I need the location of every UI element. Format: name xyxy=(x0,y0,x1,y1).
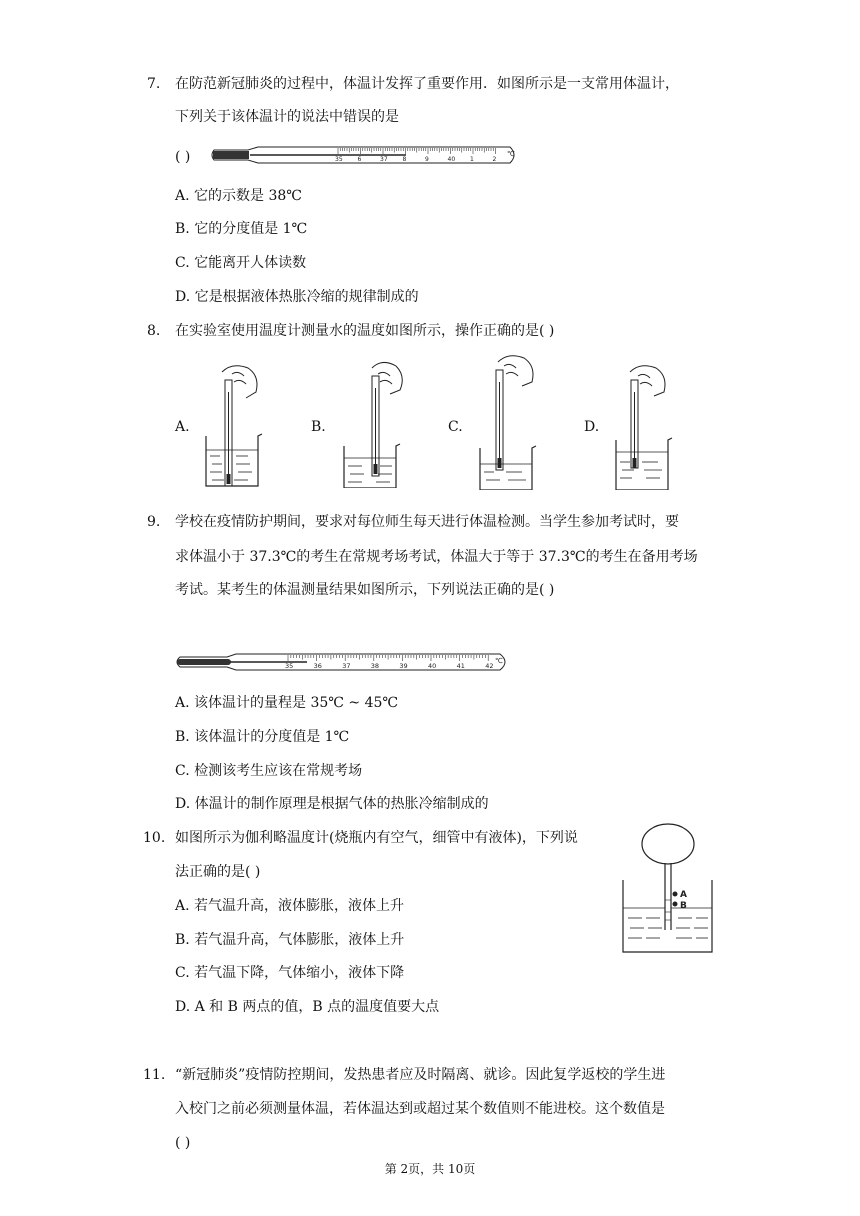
scale-label: 6 xyxy=(357,156,362,163)
question-10-option-b: B. 若气温升高，气体膨胀，液体上升 xyxy=(175,932,405,948)
question-9-option-a: A. 该体温计的量程是 35℃ ~ 45℃ xyxy=(175,695,399,711)
question-10-option-d: D. A 和 B 两点的值，B 点的温度值要大点 xyxy=(175,999,440,1015)
question-10-option-a: A. 若气温升高，液体膨胀，液体上升 xyxy=(175,898,405,914)
question-7-line-1: 在防范新冠肺炎的过程中，体温计发挥了重要作用．如图所示是一支常用体温计， xyxy=(175,76,679,92)
scale-label: 9 xyxy=(425,156,429,163)
question-9-line-1: 学校在疫情防护期间，要求对每位师生每天进行体温检测。当学生参加考试时，要 xyxy=(175,514,679,530)
question-9-line-2: 求体温小于 37.3℃的考生在常规考场考试，体温大于等于 37.3℃的考生在备用考场 xyxy=(175,549,698,565)
point-a-label: A xyxy=(680,890,687,900)
question-9-line-3: 考试。某考生的体温测量结果如图所示，下列说法正确的是( ) xyxy=(175,582,555,598)
question-7-number: 7. xyxy=(147,76,161,92)
question-10-number: 10. xyxy=(143,830,166,846)
scale-label: 8 xyxy=(402,156,407,163)
scale-label: 35 xyxy=(335,156,343,163)
scale-label: 41 xyxy=(456,662,465,670)
question-7-option-d: D. 它是根据液体热胀冷缩的规律制成的 xyxy=(175,289,419,305)
question-7-line-2: 下列关于该体温计的说法中错误的是 xyxy=(175,109,399,125)
question-7-option-a: A. 它的示数是 38℃ xyxy=(175,188,302,204)
scale-label: 40 xyxy=(447,156,456,163)
scale-label: 2 xyxy=(492,156,497,163)
question-11-line-2: 入校门之前必须测量体温，若体温达到或超过某个数值则不能进校。这个数值是 xyxy=(175,1101,665,1117)
question-10-line-2: 法正确的是( ) xyxy=(175,864,261,880)
question-9-number: 9. xyxy=(147,514,161,530)
question-10-line-1: 如图所示为伽利略温度计(烧瓶内有空气，细管中有液体)，下列说 xyxy=(175,830,578,846)
question-8-line-1: 在实验室使用温度计测量水的温度如图所示，操作正确的是( ) xyxy=(175,323,555,339)
scale-label: 42 xyxy=(485,662,494,670)
question-7-thermometer-figure xyxy=(210,143,520,167)
beaker-figure-a xyxy=(198,362,270,488)
scale-label: 35 xyxy=(285,662,294,670)
beaker-figure-d xyxy=(608,362,680,490)
question-9-option-d: D. 体温计的制作原理是根据气体的热胀冷缩制成的 xyxy=(175,796,489,812)
beaker-figure-c xyxy=(472,352,544,490)
question-11-line-3: ( ) xyxy=(175,1135,191,1151)
question-7-answer-paren: ( ) xyxy=(175,149,191,165)
scale-label: 36 xyxy=(313,662,322,670)
point-b-label: B xyxy=(680,901,687,911)
question-7-option-c: C. 它能离开人体读数 xyxy=(175,255,307,271)
thermometer-unit-label: ℃ xyxy=(507,150,515,158)
question-10-option-c: C. 若气温下降，气体缩小，液体下降 xyxy=(175,965,405,981)
scale-label: 39 xyxy=(399,662,408,670)
scale-label: 40 xyxy=(428,662,437,670)
scale-label: 1 xyxy=(470,156,474,163)
question-11-line-1: “新冠肺炎”疫情防控期间，发热患者应及时隔离、就诊。因此复学返校的学生进 xyxy=(175,1067,666,1083)
scale-label: 37 xyxy=(342,662,351,670)
question-8-number: 8. xyxy=(147,323,161,339)
scale-label: 38 xyxy=(370,662,380,670)
question-7-option-b: B. 它的分度值是 1℃ xyxy=(175,221,308,237)
beaker-figure-b xyxy=(336,358,408,488)
scale-label: 37 xyxy=(380,156,388,163)
question-8-option-a-label: A. xyxy=(175,419,190,435)
question-8-option-c-label: C. xyxy=(448,419,463,435)
question-9-option-b: B. 该体温计的分度值是 1℃ xyxy=(175,729,350,745)
question-11-number: 11. xyxy=(143,1067,166,1083)
question-8-option-b-label: B. xyxy=(311,419,326,435)
galileo-thermometer-figure xyxy=(620,820,716,956)
question-9-option-c: C. 检测该考生应该在常规考场 xyxy=(175,763,363,779)
question-9-thermometer-figure xyxy=(172,650,512,674)
thermometer-unit-label: ℃ xyxy=(495,657,503,665)
page-footer: 第 2页，共 10页 xyxy=(384,1162,476,1176)
question-8-option-d-label: D. xyxy=(584,419,600,435)
